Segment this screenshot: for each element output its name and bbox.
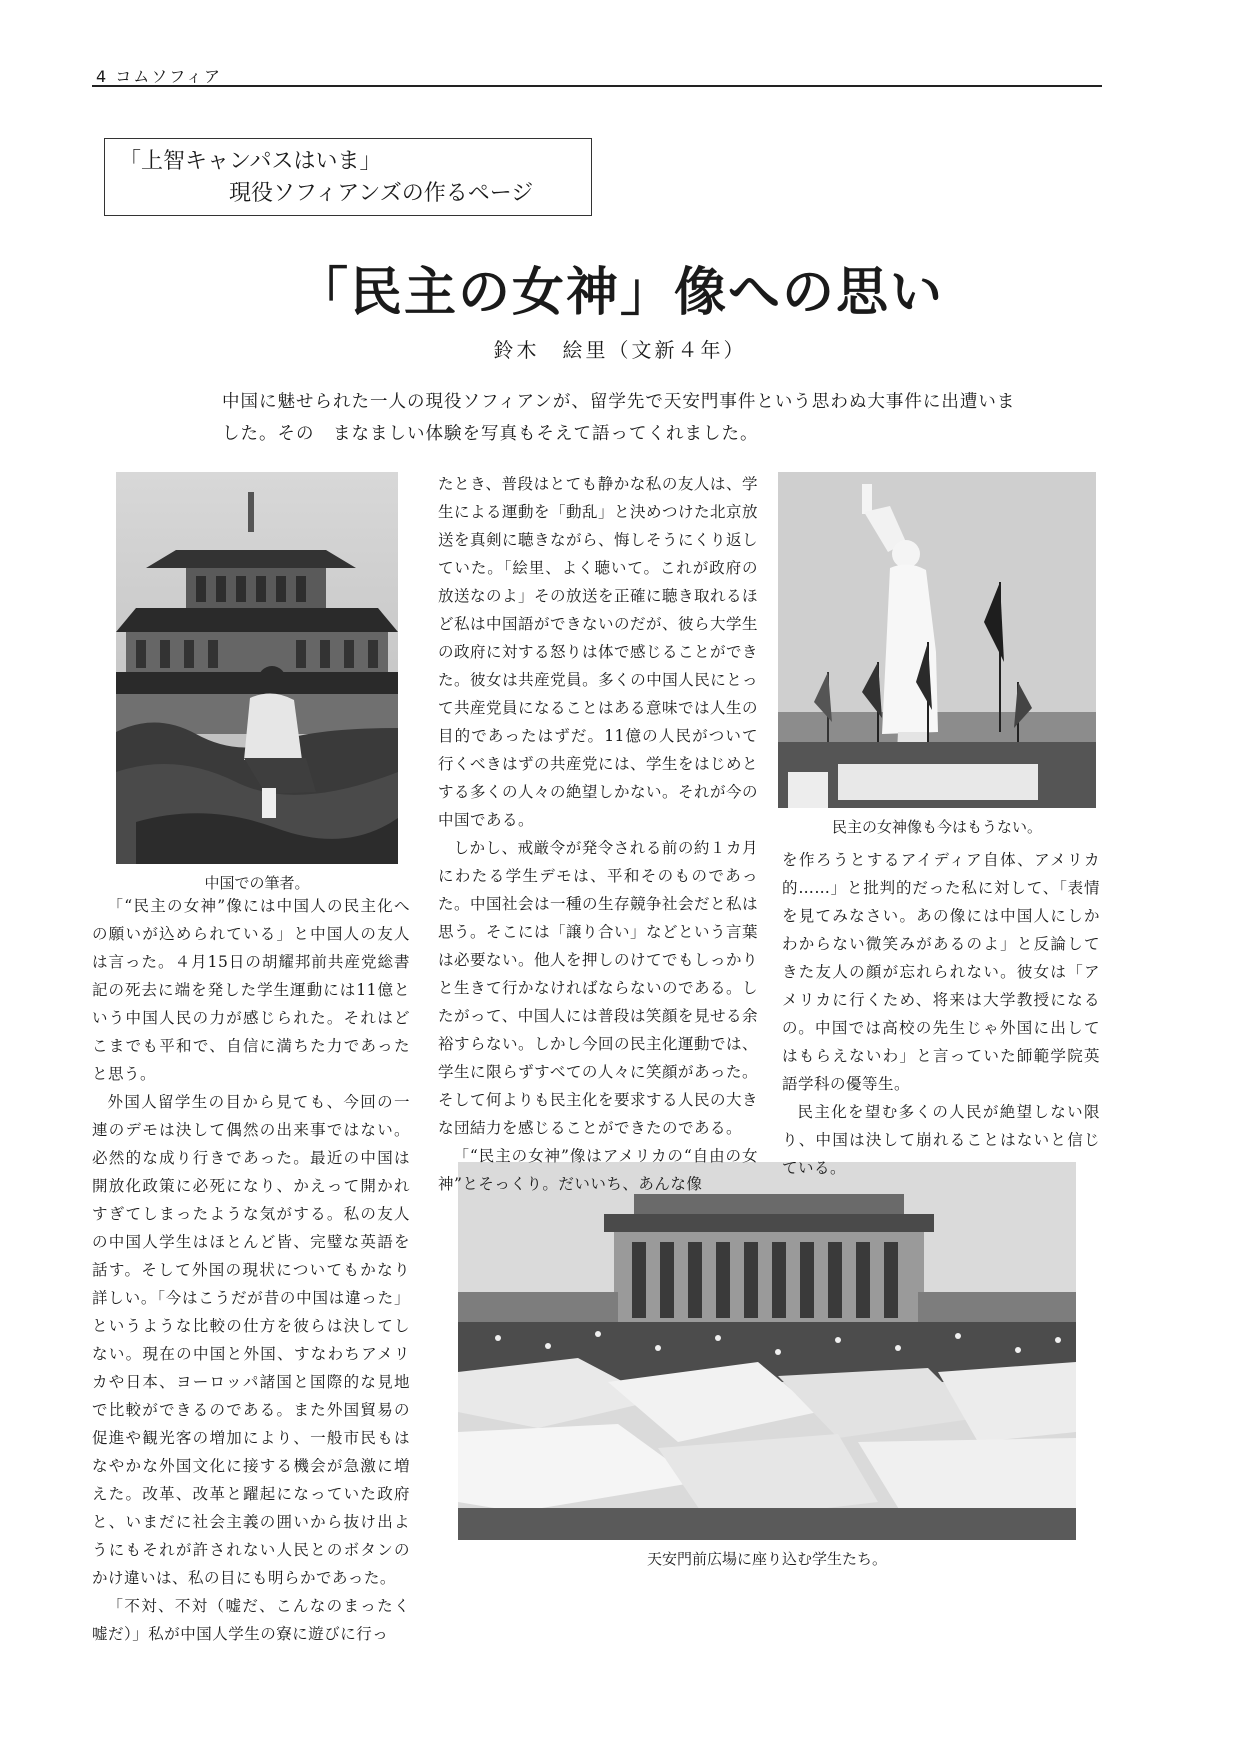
column-1-paragraph-1: 「“民主の女神”像には中国人の民主化への願いが込められている」と中国人の友人は言った。４月15日の胡耀邦前共産党総書記の死去に端を発した学生運動には11億という中国人民の力が感じられた。それはどこまでも平和で、自信に満ちた力であったと思う。 [92, 897, 410, 1083]
page-header: 4 コムソフィア [96, 67, 222, 86]
photo-goddess-statue-image [778, 472, 1096, 808]
column-2-paragraph-1: たとき、普段はとても静かな私の友人は、学生による運動を「動乱」と決めつけた北京放送を真剣に聴きながら、悔しそうにくり返していた。「絵里、よく聴いて。これが政府の放送なのよ」その放送を正確に聴き取れるほど私は中国語ができないのだが、彼ら大学生の政府に対する怒りは体で感じることができた。彼女は共産党員。多くの中国人民にとって共産党員になることはある意味では人生の目的であったはずだ。11億の人民がついて行くべきはずの共産党には、学生をはじめとする多くの人々の絶望しかない。それが今の中国である。 [438, 475, 759, 829]
column-2-paragraph-3: 「“民主の女神”像はアメリカの“自由の女神”とそっくり。だいいち、あんな像 [438, 1147, 758, 1193]
corner-title-line1: 「上智キャンパスはいま」 [119, 149, 382, 174]
column-1-paragraph-2: 外国人留学生の目から見ても、今回の一連のデモは決して偶然の出来事ではない。必然的な成り行きであった。最近の中国は開放化政策に必死になり、かえって開かれすぎてしまったような気がする。私の友人の中国人学生はほとんど皆、完璧な英語を話す。そして外国の現状についてもかなり詳しい。「今はこうだが昔の中国は違った」というような比較の仕方を彼らは決してしない。現在の中国と外国、すなわちアメリカや日本、ヨーロッパ諸国と国際的な見地で比較ができるのである。また外国貿易の促進や観光客の増加により、一般市民もはなやかな外国文化に接する機会が急激に増えた。改革、改革と躍起になっていた政府と、いまだに社会主義の囲いから抜け出ようにもそれが許されない人民とのボタンのかけ違いは、私の目にも明らかであった。 [92, 1093, 410, 1587]
photo-tiananmen-square [458, 1162, 1076, 1540]
column-1-paragraph-3: 「不対、不対（嘘だ、こんなのまったく嘘だ）」私が中国人学生の寮に遊びに行っ [92, 1597, 410, 1643]
photo-tiananmen-square-image [458, 1162, 1076, 1540]
photo-author-pagoda-caption: 中国での筆者。 [204, 874, 310, 892]
article-column-1 [92, 892, 410, 1648]
corner-title-line2: 現役ソフィアンズの作るページ [229, 181, 534, 206]
article-byline: 鈴木 絵里（文新４年） [493, 338, 747, 362]
photo-author-pagoda-image [116, 472, 398, 864]
photo-tiananmen-square-caption: 天安門前広場に座り込む学生たち。 [646, 1550, 887, 1568]
photo-goddess-statue [778, 472, 1096, 808]
header-rule [92, 85, 1102, 87]
article-column-3 [782, 846, 1100, 1182]
column-3-paragraph-1: を作ろうとするアイディア自体、アメリカ的……」と批判的だった私に対して、「表情を見てみなさい。あの像には中国人にしかわからない微笑みがあるのよ」と反論してきた友人の顔が忘れられない。彼女は「アメリカに行くため、将来は大学教授になるの。中国では高校の先生じゃ外国に出してはもらえないわ」と言っていた師範学院英語学科の優等生。 [782, 851, 1100, 1093]
photo-author-pagoda [116, 472, 398, 864]
photo-goddess-statue-caption: 民主の女神像も今はもうない。 [831, 818, 1042, 836]
column-2-paragraph-2: しかし、戒厳令が発令される前の約１カ月にわたる学生デモは、平和そのものであった。中国社会は一種の生存競争社会だと私は思う。そこには「譲り合い」などという言葉は必要ない。他人を押しのけてでもしっかりと生きて行かなければならないのである。したがって、中国人には普段は笑顔を見せる余裕すらない。しかし今回の民主化運動では、学生に限らずすべての人々に笑顔があった。そして何よりも民主化を要求する人民の大きな団結力を感じることができたのである。 [438, 839, 759, 1137]
column-3-paragraph-2: 民主化を望む多くの人民が絶望しない限り、中国は決して崩れることはないと信じている。 [782, 1103, 1100, 1177]
article-lead: 中国に魅せられた一人の現役ソフィアンが、留学先で天安門事件という思わぬ大事件に出遭いました。その まなましい体験を写真もそえて語ってくれました。 [222, 392, 1016, 444]
article-column-2 [438, 470, 758, 1198]
corner-title-box [104, 138, 592, 216]
article-title: 「民主の女神」像への思い [295, 262, 944, 323]
